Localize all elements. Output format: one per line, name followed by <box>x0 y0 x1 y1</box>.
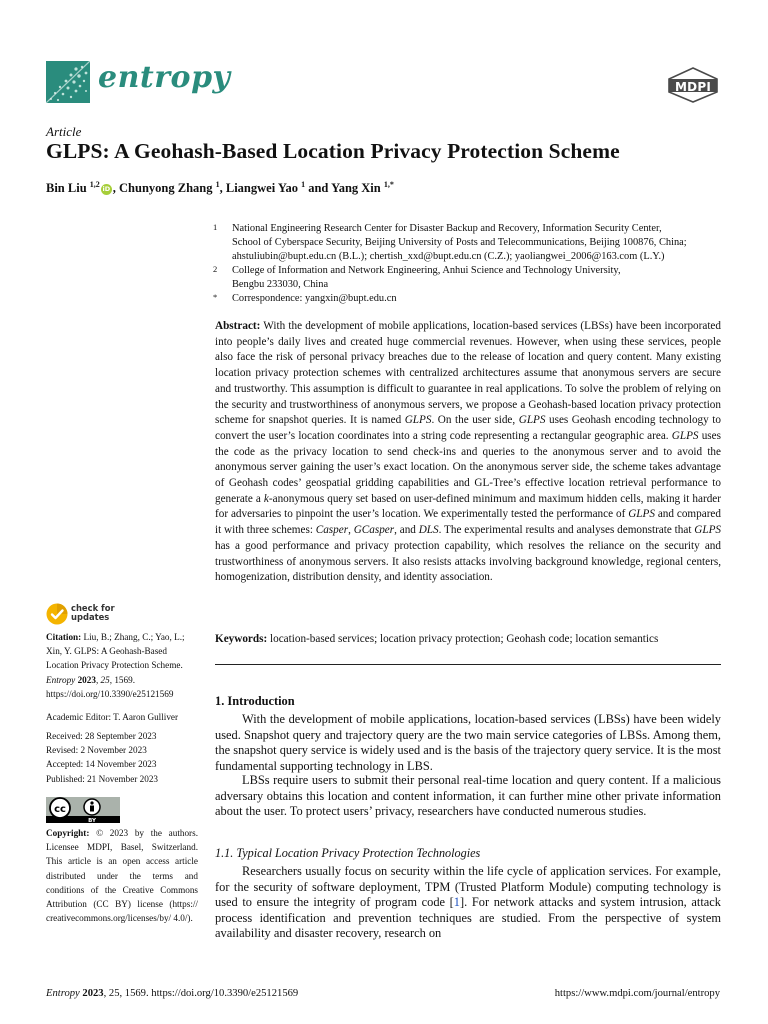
article-type: Article <box>46 124 82 139</box>
svg-text:cc: cc <box>54 804 66 815</box>
article-title: GLPS: A Geohash-Based Location Privacy Protection Scheme <box>46 139 620 163</box>
author-affiliation-marker: 1 <box>215 180 220 189</box>
abstract-label: Abstract: <box>215 320 261 332</box>
author-affiliation-marker: 1,* <box>383 180 394 189</box>
orcid-icon[interactable]: iD <box>102 185 111 193</box>
academic-editor: Academic Editor: T. Aaron Gulliver <box>46 712 179 722</box>
revised-date: Revised: 2 November 2023 <box>46 745 147 756</box>
published-date: Published: 21 November 2023 <box>46 773 159 784</box>
author-name: Chunyong Zhang <box>119 181 213 195</box>
reference-link[interactable]: 1 <box>453 895 460 910</box>
accepted-date: Accepted: 14 November 2023 <box>46 759 157 770</box>
affiliation-item: 2 College of Information and Network Engineering, Anhui Science and Technology University, Bengbu 233030, China <box>213 264 621 291</box>
author-affiliation-marker: 1 <box>301 180 306 189</box>
affiliation-item: 1 National Engineering Research Center for Disaster Backup and Recovery, Information Security Center, School of Cyberspace Security, Beijing University of Posts and Telecommunications, Beijing 100876, China; ahstuliubin@bupt.edu.cn (B.L.); chertish_xxd@bupt.edu.cn (C.Z.); yaoliangwei_2006@163.com (L.Y.) <box>213 222 687 263</box>
check-for-updates-label[interactable]: check for updates <box>71 603 115 623</box>
cc-by-license-icon[interactable] <box>46 797 120 823</box>
citation: Citation: Liu, B.; Zhang, C.; Yao, L.; Xin, Y. GLPS: A Geohash-Based Location Privacy Protection Scheme. Entropy 2023, 25, 1569. https://doi.org/10.3390/e25121569 <box>46 632 185 699</box>
check-for-updates-icon[interactable] <box>46 603 68 625</box>
author-name: Yang Xin <box>331 181 381 195</box>
paragraph: Researchers usually focus on security within the life cycle of application services. For example, for the security of software deployment, TPM (Trusted Platform Module) computing technology is used to ensure the integrity of program code [1]. For network attacks and system intrusion, attack process identification and prevention techniques are studied. From the perspective of system availability and disaster recovery, research on <box>215 864 722 941</box>
subsection-heading: 1.1. Typical Location Privacy Protection Technologies <box>215 846 481 860</box>
publisher-name: MDPI <box>675 80 711 94</box>
doi-link[interactable]: https://doi.org/10.3390/e25121569 <box>46 688 174 699</box>
paragraph: LBSs require users to submit their personal real-time location and query content. If a malicious adversary obtains this location and content information, it can further mine other private information about the user. To protect users’ privacy, researchers have conducted numerous studies. <box>215 773 721 819</box>
author-affiliation-marker: 1,2 <box>89 180 100 189</box>
keywords: Keywords: location-based services; location privacy protection; Geohash code; location semantics <box>215 633 659 645</box>
section-divider <box>215 664 721 665</box>
cc-by-label: BY <box>88 818 96 823</box>
footer-citation: Entropy 2023, 25, 1569. https://doi.org/10.3390/e25121569 <box>46 988 299 999</box>
abstract: Abstract: With the development of mobile applications, location-based services (LBSs) have been incorporated into people’s daily lives and created huge commercial revenues. However, when using these services, people also face the risk of personal privacy breaches due to the release of location and query content. Many existing location privacy protection schemes with centralized architectures assume that anonymous servers are secure and trustworthy. This assumption is difficult to guarantee in real applications. To solve the problem of relying on the security and trustworthiness of anonymous servers, we propose a Geohash-based location privacy protection scheme for snapshot queries. It is named GLPS. On the user side, GLPS uses Geohash encoding technology to convert the user’s location coordinates into a string code representing a rectangular geographic area. GLPS uses the code as the privacy location to send check-ins and queries to the anonymous server and to avoid the anonymous server gaining the user’s exact location. On the anonymous server side, the scheme takes advantage of Geohash codes’ geospatial gridding capabilities and GL-Tree’s effective location retrieval performance to generate a k-anonymous query set based on user-defined minimum and maximum hidden cells, making it harder for adversaries to pinpoint the user’s location. We experimentally tested the performance of GLPS and compared it with three schemes: Casper, GCasper, and DLS. The experimental results and analyses demonstrate that GLPS has a good performance and privacy protection capability, which resolves the reliance on the security and trustworthiness of anonymous servers. It also resists attacks involving background knowledge, regional centers, homogenization, distribution density, and identity association. <box>215 320 721 584</box>
correspondence: * Correspondence: yangxin@bupt.edu.cn <box>213 292 397 305</box>
publication-dates <box>46 729 198 786</box>
author-name: Bin Liu <box>46 181 87 195</box>
affiliations <box>213 222 723 307</box>
section-heading: 1. Introduction <box>215 694 295 708</box>
paragraph: With the development of mobile applications, location-based services (LBSs) have been widely used. Snapshot query and trajectory query are the two main service categories of LBSs. Among them, the snapshot query service is widely used and is the basis of the trajectory query service. It is the most fundamental supporting technology in LBS. <box>215 712 721 773</box>
received-date: Received: 28 September 2023 <box>46 731 157 741</box>
copyright: Copyright: © 2023 by the authors. Licensee MDPI, Basel, Switzerland. This article is an open access article distributed under the terms and conditions of the Creative Commons Attribution (CC BY) license (https:// creativecommons.org/licenses/by/ 4.0/). <box>46 828 198 924</box>
footer-journal-url[interactable]: https://www.mdpi.com/journal/entropy <box>554 988 720 999</box>
author-list: Bin Liu $^{1,2}$ iD , Chunyong Zhang $^1$, Liangwei Yao $^1$ and Yang Xin $^{1,*}$ <box>46 180 394 195</box>
keywords-label: Keywords: <box>215 633 268 645</box>
entropy-logo-icon <box>46 61 90 103</box>
author-name: Liangwei Yao <box>225 181 298 195</box>
journal-name: entropy <box>98 60 231 95</box>
